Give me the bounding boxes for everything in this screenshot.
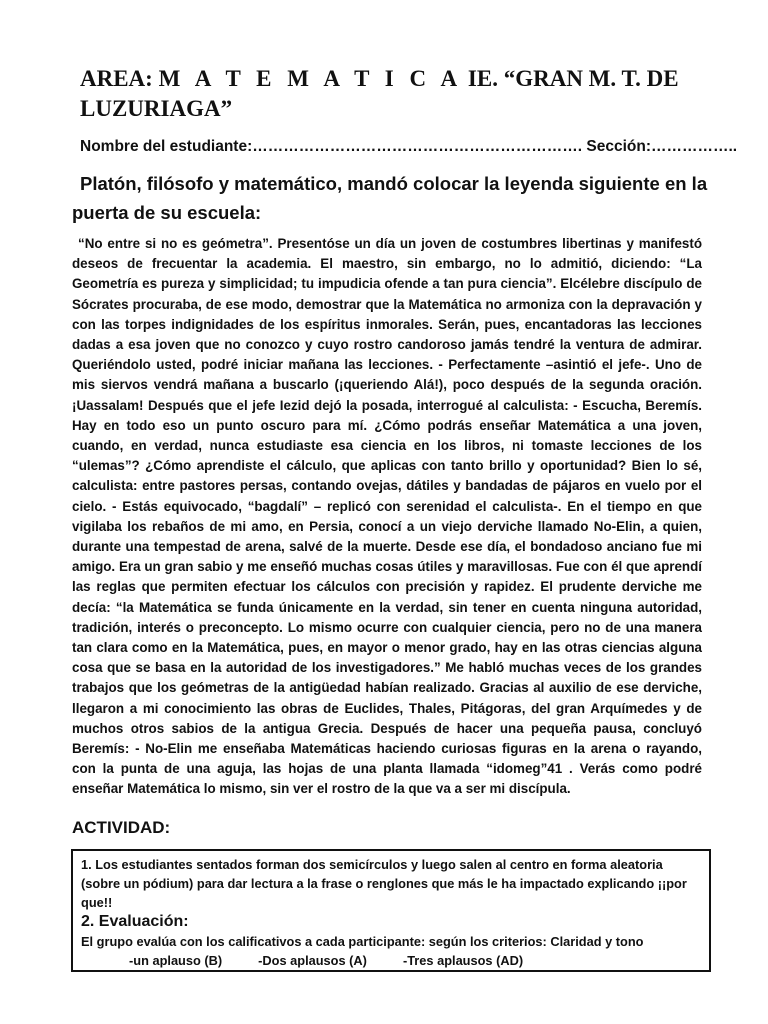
student-name-blank: ……………………………………………………….	[252, 138, 583, 155]
student-name-label: Nombre del estudiante:	[80, 138, 253, 155]
evaluation-text: El grupo evalúa con los calificativos a cada participante: según los criterios: Claridad y tono	[81, 934, 644, 949]
evaluation-criteria	[81, 951, 701, 970]
student-info-line	[80, 137, 738, 157]
school-name: IE. “GRAN M. T. DE LUZURIAGA”	[80, 66, 679, 121]
area-label: AREA:	[80, 66, 153, 91]
section-blank: ……………..	[650, 138, 738, 155]
evaluation-heading: 2. Evaluación:	[81, 913, 189, 930]
area-subject: M A T E M A T I C A	[158, 66, 463, 91]
worksheet-title	[80, 64, 720, 124]
section-label: Sección:	[586, 138, 651, 155]
activity-box	[71, 849, 711, 972]
criterion-ad: -Tres aplausos (AD)	[402, 953, 524, 968]
intro-paragraph: Platón, filósofo y matemático, mandó colocar la leyenda siguiente en la puerta de su escuela:	[72, 173, 708, 223]
criterion-a: -Dos aplausos (A)	[258, 953, 367, 968]
criterion-b: -un aplauso (B)	[129, 953, 223, 968]
activity-heading: ACTIVIDAD:	[72, 818, 171, 837]
reading-passage: “No entre si no es geómetra”. Presentóse un día un joven de costumbres libertinas y manifestó deseos de frecuentar la academia. El maestro, sin embargo, no lo admitió, diciendo: “La Geometría es pureza y simplicidad; tu impudicia ofende a tan pura ciencia”. Elcélebre discípulo de Sócrates procuraba, de ese modo, demostrar que la Matemática no armoniza con la depravación y con las torpes indignidades de los espíritus inmorales. Serán, pues, encantadoras las lecciones dadas a esa joven que no conozco y cuyo rostro candoroso jamás tendré la ventura de admirar. Queriéndolo usted, podré iniciar mañana las lecciones. - Perfectamente –asintió el jefe-. Uno de mis siervos vendrá mañana a buscarlo (¡queriendo Alá!), poco después de la segunda oración. ¡Uassalam! Después que el jefe Iezid dejó la posada, interrogué al calculista: - Escucha, Beremís. Hay en todo eso un punto oscuro para mí. ¿Cómo podrás enseñar Matemática a una joven, cuando, en verdad, nunca estudiaste esa ciencia en los libros, ni tomaste lecciones de los “ulemas”? ¿Cómo aprendiste el cálculo, que aplicas con tanto brillo y oportunidad? Bien lo sé, calculista: entre pastores persas, contando ovejas, dátiles y bandadas de pájaros en vuelo por el cielo. - Estás equivocado, “bagdalí” – replicó con serenidad el calculista-. En el tiempo en que vigilaba los rebaños de mi amo, en Persia, conocí a un viejo derviche llamado No-Elin, a quien, durante una tempestad de arena, salvé de la muerte. Desde ese día, el bondadoso anciano fue mi amigo. Era un gran sabio y me enseñó muchas cosas útiles y maravillosas. Fue con él que aprendí las reglas que permiten efectuar los cálculos con precisión y rapidez. El prudente derviche me decía: “la Matemática se funda únicamente en la verdad, sin tener en cuenta ninguna autoridad, tradición, interés o preconcepto. Lo mismo ocurre con cualquier ciencia, pero no de una manera tan clara como en la Matemática, pues, en mayor o menor grado, hay en las otras ciencias alguna cosa que se basa en la autoridad de los investigadores.” Me habló muchas veces de los grandes trabajos que los geómetras de la antigüedad habían realizado. Gracias al auxilio de ese derviche, llegaron a mi conocimiento las obras de Euclides, Thales, Pitágoras, del gran Arquímedes y de muchos otros sabios de la antigua Grecia. Después de hacer una pequeña pausa, concluyó Beremís: - No-Elin me enseñaba Matemáticas haciendo curiosas figuras en la arena o rayando, con la punta de una aguja, las hojas de una planta llamada “idomeg”41 . Verás como podré enseñar Matemática lo mismo, sin ver el rostro de la que va a ser mi discípula.	[72, 236, 702, 797]
activity-item-1: 1. Los estudiantes sentados forman dos semicírculos y luego salen al centro en forma aleatoria (sobre un pódium) para dar lectura a la frase o renglones que más le ha impactado explicando ¡¡por que!!	[81, 857, 687, 910]
